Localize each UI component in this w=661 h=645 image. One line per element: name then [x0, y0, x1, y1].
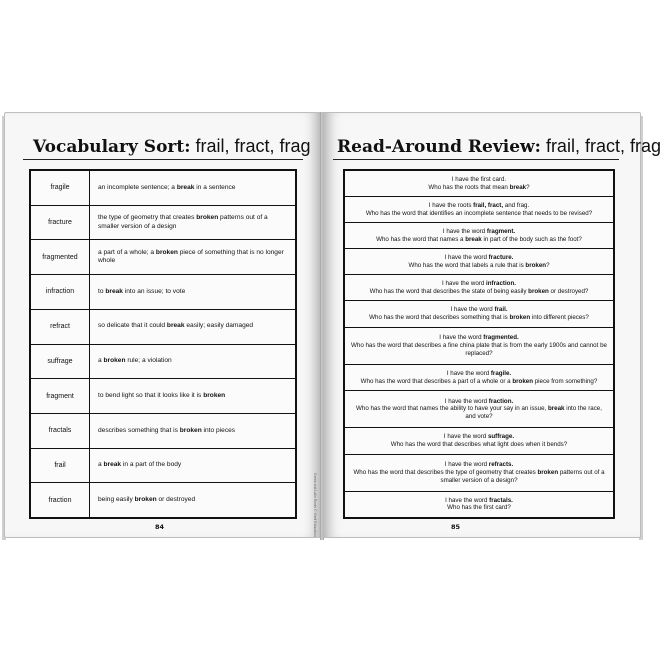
- definition-pre: to bend light so that it looks like it is: [98, 391, 204, 399]
- definition-text: [98, 184, 235, 193]
- definition-cell: [90, 483, 295, 517]
- definition-post: patterns out of a smaller version of a design: [98, 214, 268, 230]
- definition-text: [98, 427, 235, 436]
- definition-bold: broken: [134, 495, 157, 503]
- title-light-part: frail, fract, frag: [195, 136, 311, 156]
- have-pre: I have the word: [443, 433, 488, 441]
- review-card-row: [345, 197, 613, 223]
- definition-pre: an incomplete sentence; a: [98, 183, 177, 191]
- review-card-row: [345, 428, 613, 454]
- definition-text: [98, 288, 185, 297]
- review-card-row: [345, 391, 613, 428]
- review-card-row: [345, 275, 613, 301]
- table-row: [31, 414, 295, 449]
- who-bold: broken: [509, 314, 531, 322]
- review-card-row: [345, 171, 613, 197]
- definition-bold: broken: [203, 391, 226, 399]
- copyright-note: Greek and Latin Roots © Shell Education: [313, 473, 317, 537]
- who-has-line: [351, 469, 607, 485]
- have-bold: refracts.: [488, 461, 514, 469]
- vocabulary-sort-table: [29, 169, 297, 519]
- definition-bold: broken: [155, 248, 178, 256]
- review-card-row: [345, 365, 613, 391]
- who-post: ?: [546, 261, 550, 269]
- who-has-line: [351, 405, 607, 421]
- definition-text: [98, 322, 253, 331]
- definition-post: rule; a violation: [125, 357, 172, 365]
- have-line: [376, 228, 582, 236]
- have-line: [366, 202, 592, 210]
- definition-cell: [90, 449, 295, 483]
- have-bold: fraction.: [488, 397, 514, 405]
- review-card-text: [445, 497, 513, 513]
- definition-text: [98, 461, 181, 470]
- have-line: [351, 398, 607, 406]
- who-has-line: [391, 441, 567, 449]
- review-card-text: [369, 306, 589, 322]
- who-bold: break: [547, 405, 565, 413]
- definition-bold: break: [105, 287, 123, 295]
- review-card-row: [345, 328, 613, 365]
- definition-cell: [90, 345, 295, 379]
- review-card-text: [361, 370, 598, 386]
- definition-post: into pieces: [201, 426, 236, 434]
- have-line: [351, 334, 607, 342]
- have-pre: I have the word: [444, 397, 489, 405]
- definition-bold: break: [166, 322, 185, 330]
- who-pre: Who has the roots that mean: [428, 183, 510, 191]
- review-card-row: [345, 249, 613, 275]
- table-row: [31, 310, 295, 345]
- who-bold: broken: [528, 287, 549, 295]
- have-line: [391, 433, 567, 441]
- table-row: [31, 206, 295, 241]
- table-row: [31, 345, 295, 380]
- vocab-word-cell: fracture: [31, 206, 90, 240]
- open-book: [0, 104, 661, 541]
- who-pre: Who has the word that names a: [376, 235, 466, 243]
- definition-bold: break: [103, 461, 122, 469]
- definition-pre: a: [98, 357, 104, 365]
- who-post: patterns out of a smaller version of a design?: [440, 468, 605, 484]
- title-bold-part: Read-Around Review:: [337, 137, 541, 157]
- definition-bold: broken: [179, 426, 202, 434]
- title-rule: [23, 159, 303, 160]
- have-bold: fragmented.: [483, 334, 519, 342]
- review-card-text: [370, 280, 589, 296]
- have-pre: I have the word: [444, 461, 489, 469]
- page-number: 85: [451, 523, 461, 531]
- table-row: [31, 483, 295, 517]
- have-pre: I have the word: [445, 496, 490, 504]
- definition-text: [98, 496, 195, 505]
- right-page: [322, 112, 661, 538]
- vocab-word-cell: fraction: [31, 483, 90, 517]
- definition-pre: a: [98, 461, 104, 469]
- definition-pre: describes something that is: [98, 426, 180, 434]
- who-post: ?: [526, 183, 530, 191]
- who-pre: Who has the word that describes what light does when it bends?: [390, 440, 568, 448]
- have-bold: suffrage.: [487, 433, 515, 441]
- read-around-review-title: [337, 135, 661, 158]
- vocab-word-cell: infraction: [31, 275, 90, 309]
- who-post: into the race, and vote?: [465, 405, 602, 421]
- vocabulary-sort-title: [33, 135, 311, 158]
- review-card-row: [345, 223, 613, 249]
- have-bold: fragment.: [486, 227, 516, 235]
- have-bold: fracture.: [488, 254, 514, 262]
- review-card-row: [345, 455, 613, 492]
- have-bold: frail, fract,: [473, 201, 504, 209]
- definition-pre: a part of a whole; a: [98, 248, 156, 256]
- who-post: piece from something?: [533, 377, 598, 385]
- definition-bold: broken: [196, 214, 219, 222]
- who-has-line: [369, 314, 589, 322]
- who-pre: Who has the word that names the ability to have your say in an issue,: [356, 405, 548, 413]
- have-pre: I have the word: [446, 369, 491, 377]
- who-bold: broken: [537, 468, 559, 476]
- have-pre: I have the first card.: [451, 175, 507, 183]
- review-card-text: [428, 176, 529, 192]
- table-row: [31, 240, 295, 275]
- who-bold: break: [465, 235, 482, 243]
- left-page: [4, 112, 322, 538]
- who-has-line: [445, 504, 513, 512]
- vocab-word-cell: fragile: [31, 171, 90, 205]
- vocab-word-cell: fragment: [31, 379, 90, 413]
- definition-post: easily; easily damaged: [184, 322, 254, 330]
- vocab-word-cell: fractals: [31, 414, 90, 448]
- review-card-text: [376, 228, 582, 244]
- have-pre: I have the word: [439, 334, 484, 342]
- review-card-text: [366, 202, 592, 218]
- have-pre: I have the word: [450, 306, 495, 314]
- review-card-text: [391, 433, 567, 449]
- definition-bold: break: [176, 183, 195, 191]
- who-bold: broken: [525, 261, 547, 269]
- definition-post: piece of something that is no longer whole: [98, 248, 284, 265]
- definition-pre: being easily: [98, 495, 135, 503]
- definition-cell: [90, 414, 295, 448]
- have-post: and frag.: [503, 201, 530, 209]
- review-card-text: [351, 398, 607, 421]
- who-pre: Who has the word that describes something that is: [369, 314, 510, 322]
- who-pre: Who has the word that describes the state of being easily: [369, 287, 529, 295]
- have-bold: fractals.: [489, 496, 513, 504]
- definition-cell: [90, 206, 295, 240]
- who-post: into different pieces?: [530, 314, 589, 322]
- review-card-text: [351, 461, 607, 484]
- have-pre: I have the word: [442, 280, 487, 288]
- table-row: [31, 275, 295, 310]
- table-row: [31, 171, 295, 206]
- have-line: [369, 306, 589, 314]
- who-has-line: [428, 184, 529, 192]
- review-card-row: [345, 492, 613, 517]
- who-pre: Who has the word that describes the type of geometry that creates: [353, 468, 538, 476]
- review-card-text: [408, 254, 549, 270]
- definition-pre: to: [98, 287, 106, 295]
- table-row: [31, 449, 295, 484]
- definition-post: in a sentence: [194, 183, 236, 191]
- who-pre: Who has the word that describes a fine china plate that is from the early 1900s and cannot be replaced?: [351, 341, 607, 357]
- table-row: [31, 379, 295, 414]
- definition-pre: so delicate that it could: [98, 322, 167, 330]
- definition-cell: [90, 240, 295, 274]
- have-pre: I have the word: [444, 254, 489, 262]
- page-number: 84: [155, 523, 165, 531]
- definition-cell: [90, 171, 295, 205]
- who-has-line: [351, 342, 607, 358]
- definition-cell: [90, 379, 295, 413]
- vocab-word-cell: refract: [31, 310, 90, 344]
- definition-cell: [90, 310, 295, 344]
- who-bold: broken: [512, 377, 533, 385]
- who-pre: Who has the word that labels a rule that is: [408, 261, 526, 269]
- who-post: in part of the body such as the foot?: [481, 235, 582, 243]
- title-bold-part: Vocabulary Sort:: [33, 137, 191, 157]
- definition-post: into an issue; to vote: [122, 287, 186, 295]
- who-has-line: [376, 236, 582, 244]
- review-card-text: [351, 334, 607, 357]
- have-bold: infraction.: [486, 280, 516, 288]
- have-pre: I have the roots: [428, 201, 474, 209]
- vocab-word-cell: fragmented: [31, 240, 90, 274]
- who-post: or destroyed?: [548, 287, 589, 295]
- have-bold: frail.: [494, 306, 508, 314]
- have-line: [428, 176, 529, 184]
- vocab-word-cell: frail: [31, 449, 90, 483]
- who-has-line: [408, 262, 549, 270]
- have-line: [361, 370, 598, 378]
- definition-bold: broken: [103, 357, 126, 365]
- have-line: [408, 254, 549, 262]
- definition-text: [98, 214, 287, 231]
- have-pre: I have the word: [442, 227, 487, 235]
- who-pre: Who has the word that describes a part of a whole or a: [360, 377, 513, 385]
- title-light-part: frail, fract, frag: [545, 136, 661, 156]
- definition-pre: the type of geometry that creates: [98, 214, 197, 222]
- who-has-line: [370, 288, 589, 296]
- who-bold: break: [509, 183, 527, 191]
- definition-text: [98, 249, 287, 266]
- review-card-row: [345, 301, 613, 327]
- definition-text: [98, 357, 172, 366]
- title-rule: [333, 159, 619, 160]
- who-pre: Who has the word that identifies an incomplete sentence that needs to be revised?: [365, 209, 593, 217]
- who-has-line: [366, 210, 592, 218]
- who-has-line: [361, 378, 598, 386]
- have-line: [445, 497, 513, 505]
- have-bold: fragile.: [490, 369, 512, 377]
- have-line: [351, 461, 607, 469]
- who-pre: Who has the first card?: [447, 504, 511, 512]
- definition-cell: [90, 275, 295, 309]
- definition-text: [98, 392, 225, 401]
- vocab-word-cell: suffrage: [31, 345, 90, 379]
- have-line: [370, 280, 589, 288]
- read-around-review-table: [343, 169, 615, 519]
- definition-post: in a part of the body: [121, 461, 182, 469]
- definition-post: or destroyed: [156, 495, 196, 503]
